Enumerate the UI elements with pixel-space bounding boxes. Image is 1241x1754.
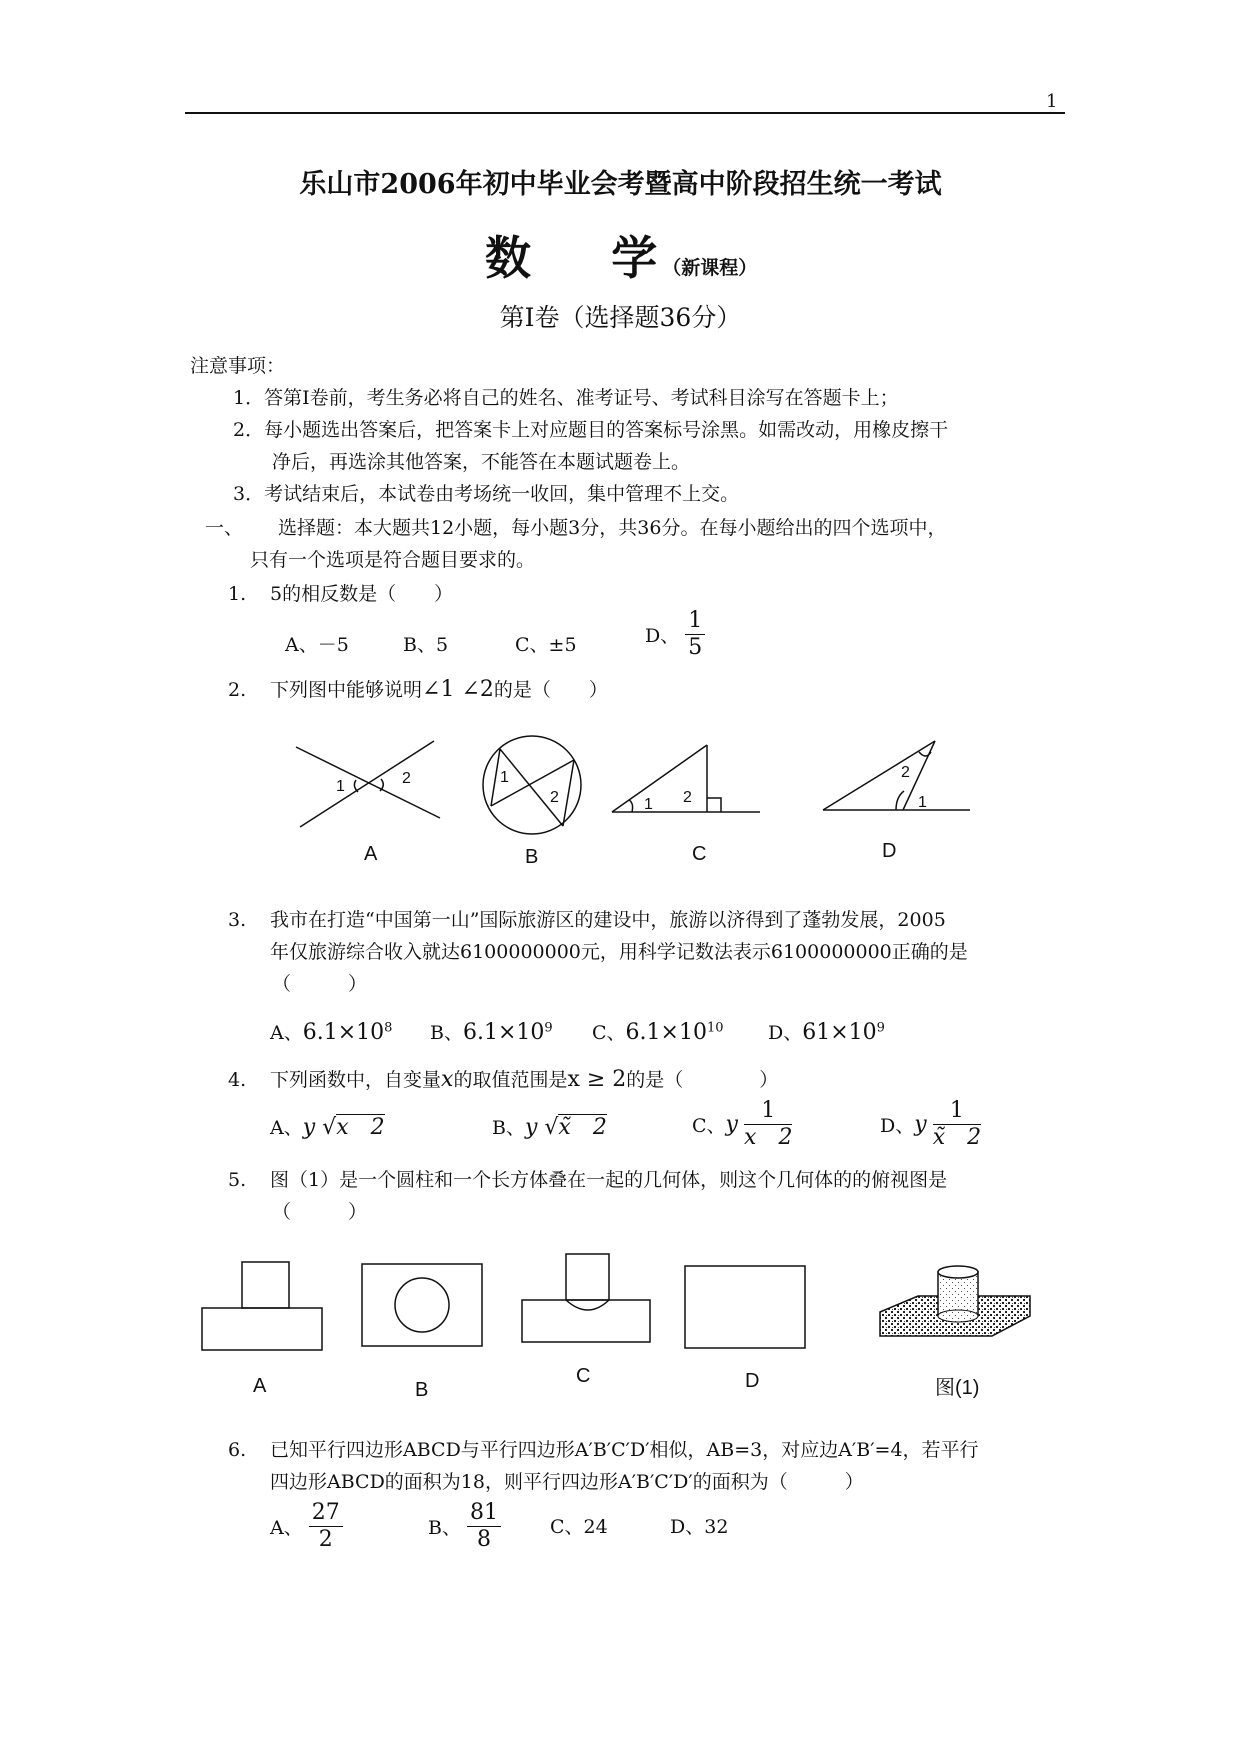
q4-b-lhs: y: [524, 1115, 538, 1140]
q3-d-prefix: D、: [768, 1022, 803, 1044]
q3-b-prefix: B、: [430, 1022, 463, 1044]
q2d-angle-1: 1: [918, 794, 927, 811]
q6-option-a: [270, 1500, 343, 1553]
q4-b-prefix: B、: [492, 1117, 525, 1139]
q2-fig-label-d: D: [882, 840, 897, 862]
section-title: 第Ⅰ卷（选择题36分）: [499, 303, 742, 332]
q3-c-prefix: C、: [592, 1022, 626, 1044]
q6-number: 6.: [228, 1439, 247, 1461]
q3-option-b: [430, 1018, 553, 1045]
q5-line-1: 图（1）是一个圆柱和一个长方体叠在一起的几何体，则这个几何体的的俯视图是: [270, 1169, 948, 1191]
part-number: 一、: [205, 517, 244, 539]
q6-b-numerator: 81: [467, 1500, 501, 1527]
q5c-arc: [566, 1300, 609, 1310]
q6-b-prefix: B、: [428, 1517, 461, 1539]
q1-option-d-prefix: D、: [645, 625, 680, 647]
q5-fig-label-c: C: [576, 1365, 591, 1387]
q3-b-exp: 9: [544, 1020, 553, 1036]
q2c-angle-2: 2: [683, 789, 692, 806]
part-instructions-2: 只有一个选项是符合题目要求的。: [250, 549, 536, 571]
q3-c-exp: 10: [706, 1020, 724, 1036]
q6-b-denominator: 8: [477, 1527, 492, 1552]
notes-heading: 注意事项：: [190, 355, 286, 377]
q6-line-2: 四边形ABCD的面积为18，则平行四边形A′B′C′D′的面积为（ ）: [270, 1471, 864, 1493]
q2c-right-angle: [707, 798, 721, 812]
q3-line-2: 年仅旅游综合收入就达6100000000元，用科学记数法表示6100000000正确的是: [270, 941, 968, 963]
q2c-hypotenuse: [612, 745, 707, 812]
q6-line-1: 已知平行四边形ABCD与平行四边形A′B′C′D′相似，AB=3，对应边A′B′=4，若平行: [270, 1439, 979, 1461]
q5-number: 5.: [228, 1169, 247, 1191]
q4-b-radicand: x̃ 2: [558, 1115, 607, 1140]
q2a-angle-2: 2: [402, 770, 411, 787]
q3-option-a: [270, 1018, 392, 1045]
q2-stem-math: ∠1 ∠2: [422, 677, 494, 702]
q4-d-numerator: 1: [933, 1098, 981, 1125]
q6-option-d: D、32: [670, 1516, 729, 1538]
q2b-chord-2: [500, 749, 563, 826]
q2b-chord-4: [563, 760, 574, 826]
q5-fig1-cylinder-bottom: [938, 1310, 978, 1322]
q2-figures: [0, 720, 1241, 870]
q2b-angle-1: 1: [500, 769, 509, 786]
q6-a-fraction: [309, 1500, 343, 1553]
q6-option-b: [428, 1500, 501, 1553]
q1-d-numerator: 1: [685, 608, 705, 635]
q5d-rect: [685, 1266, 805, 1348]
q4-stem-pre: 下列函数中，自变量: [270, 1069, 442, 1091]
q1-option-c: C、±5: [515, 634, 577, 656]
q6-b-fraction: [467, 1500, 501, 1553]
subject-title: [485, 222, 757, 288]
q1-number: 1.: [228, 583, 247, 605]
note-item-2: 2．每小题选出答案后，把答案卡上对应题目的答案标号涂黑。如需改动，用橡皮擦干: [233, 419, 949, 441]
q5-fig1-solid: [880, 1266, 1030, 1336]
q1-option-a: A、－5: [285, 634, 349, 656]
note-item-1: 1．答第Ⅰ卷前，考生务必将自己的姓名、准考证号、考试科目涂写在答题卡上；: [233, 387, 899, 409]
q2c-angle-1: 1: [644, 796, 653, 813]
q4-d-prefix: D、: [880, 1115, 915, 1137]
q5a-top-rect: [242, 1262, 289, 1308]
subject-char-2: 学: [611, 231, 658, 285]
q1-stem: 5的相反数是（ ）: [270, 583, 454, 605]
q2c-arc-1: [629, 800, 633, 812]
note-item-3: 3．考试结束后，本试卷由考场统一收回，集中管理不上交。: [233, 483, 740, 505]
subject-note: （新课程）: [662, 257, 758, 279]
q4-stem-mid: 的取值范围是: [453, 1069, 568, 1091]
q4-number: 4.: [228, 1069, 247, 1091]
q3-option-c: [592, 1018, 724, 1045]
q4-option-a: A、y √x 2: [270, 1115, 385, 1140]
q4-c-fraction: [744, 1098, 792, 1151]
note-item-2-cont: 净后，再选涂其他答案，不能答在本题试题卷上。: [272, 451, 691, 473]
q5-fig-label-a: A: [253, 1375, 267, 1397]
q2-fig-label-c: C: [692, 843, 707, 865]
q4-c-numerator: 1: [744, 1098, 792, 1125]
page-number: 1: [1046, 91, 1058, 112]
q4-c-denominator: x 2: [744, 1125, 793, 1150]
q3-b-base: 6.1×10: [462, 1020, 545, 1045]
q3-option-d: [768, 1018, 885, 1045]
q3-a-prefix: A、: [270, 1022, 303, 1044]
q4-stem: [270, 1066, 778, 1094]
q5-fig-label-b: B: [415, 1379, 429, 1401]
subject-char-1: 数: [485, 231, 531, 285]
q4-option-b: B、y √x̃ 2: [492, 1115, 607, 1140]
q2b-angle-2: 2: [550, 789, 559, 806]
q2a-angle-1: 1: [336, 778, 345, 795]
q4-stem-cond: x ≥ 2: [567, 1067, 627, 1092]
q1-d-denominator: 5: [688, 635, 703, 660]
q2-stem: [270, 676, 608, 704]
q5-figures: [0, 1250, 1241, 1415]
q3-line-3: （ ）: [272, 973, 368, 995]
q4-stem-var: x: [441, 1067, 454, 1092]
q1-option-d-fraction: [685, 608, 705, 661]
q4-c-prefix: C、: [692, 1115, 726, 1137]
q5-fig1-cylinder-top: [938, 1266, 978, 1278]
q2-fig-label-b: B: [525, 846, 539, 868]
q3-a-exp: 8: [384, 1020, 393, 1036]
q4-a-lhs: y: [302, 1115, 316, 1140]
q2-stem-pre: 下列图中能够说明: [270, 679, 423, 701]
q6-a-denominator: 2: [318, 1527, 333, 1552]
q2a-line-2: [300, 741, 434, 827]
q2b-chord-1: [491, 749, 500, 806]
q1-option-d: [645, 608, 705, 661]
q5b-circle: [395, 1278, 449, 1332]
q5-line-2: （ ）: [272, 1201, 368, 1223]
q4-a-prefix: A、: [270, 1117, 303, 1139]
q5a-base-rect: [202, 1308, 322, 1350]
q2b-circle: [483, 736, 581, 834]
q6-option-c: C、24: [550, 1516, 608, 1538]
q4-stem-post: 的是（ ）: [626, 1069, 779, 1091]
q6-a-numerator: 27: [309, 1500, 343, 1527]
q5-fig-label-d: D: [745, 1370, 760, 1392]
q4-option-c: [692, 1098, 792, 1151]
q5c-top-rect: [566, 1254, 609, 1300]
q2-fig-label-a: A: [364, 843, 378, 865]
header-rule: [185, 112, 1065, 114]
q5-fig-label-fig1: 图(1): [935, 1377, 980, 1399]
q5b-rect: [362, 1264, 482, 1346]
part-instructions-1: 选择题：本大题共12小题，每小题3分，共36分。在每小题给出的四个选项中，: [278, 517, 947, 539]
q6-a-prefix: A、: [270, 1517, 303, 1539]
q2-stem-post: 的是（ ）: [493, 679, 608, 701]
exam-title: 乐山市2006年初中毕业会考暨高中阶段招生统一考试: [299, 169, 942, 200]
q4-d-denominator: x̃ 2: [932, 1125, 982, 1150]
q3-a-base: 6.1×10: [302, 1020, 385, 1045]
q2-number: 2.: [228, 679, 247, 701]
q4-d-fraction: [933, 1098, 981, 1151]
q3-c-base: 6.1×10: [625, 1020, 707, 1045]
q1-option-b: B、5: [403, 634, 449, 656]
q2d-angle-2: 2: [901, 764, 910, 781]
q3-d-exp: 9: [876, 1020, 885, 1036]
q3-number: 3.: [228, 909, 247, 931]
q2d-arc-1: [896, 791, 904, 810]
q4-option-d: [880, 1098, 981, 1151]
q4-c-lhs: y: [725, 1112, 738, 1137]
q3-d-base: 61×10: [802, 1020, 877, 1045]
q4-d-lhs: y: [914, 1112, 927, 1137]
q3-line-1: 我市在打造“中国第一山”国际旅游区的建设中，旅游以济得到了蓬勃发展，2005: [270, 909, 946, 931]
q5c-base-rect: [522, 1300, 650, 1342]
q4-a-radicand: x 2: [336, 1115, 385, 1140]
